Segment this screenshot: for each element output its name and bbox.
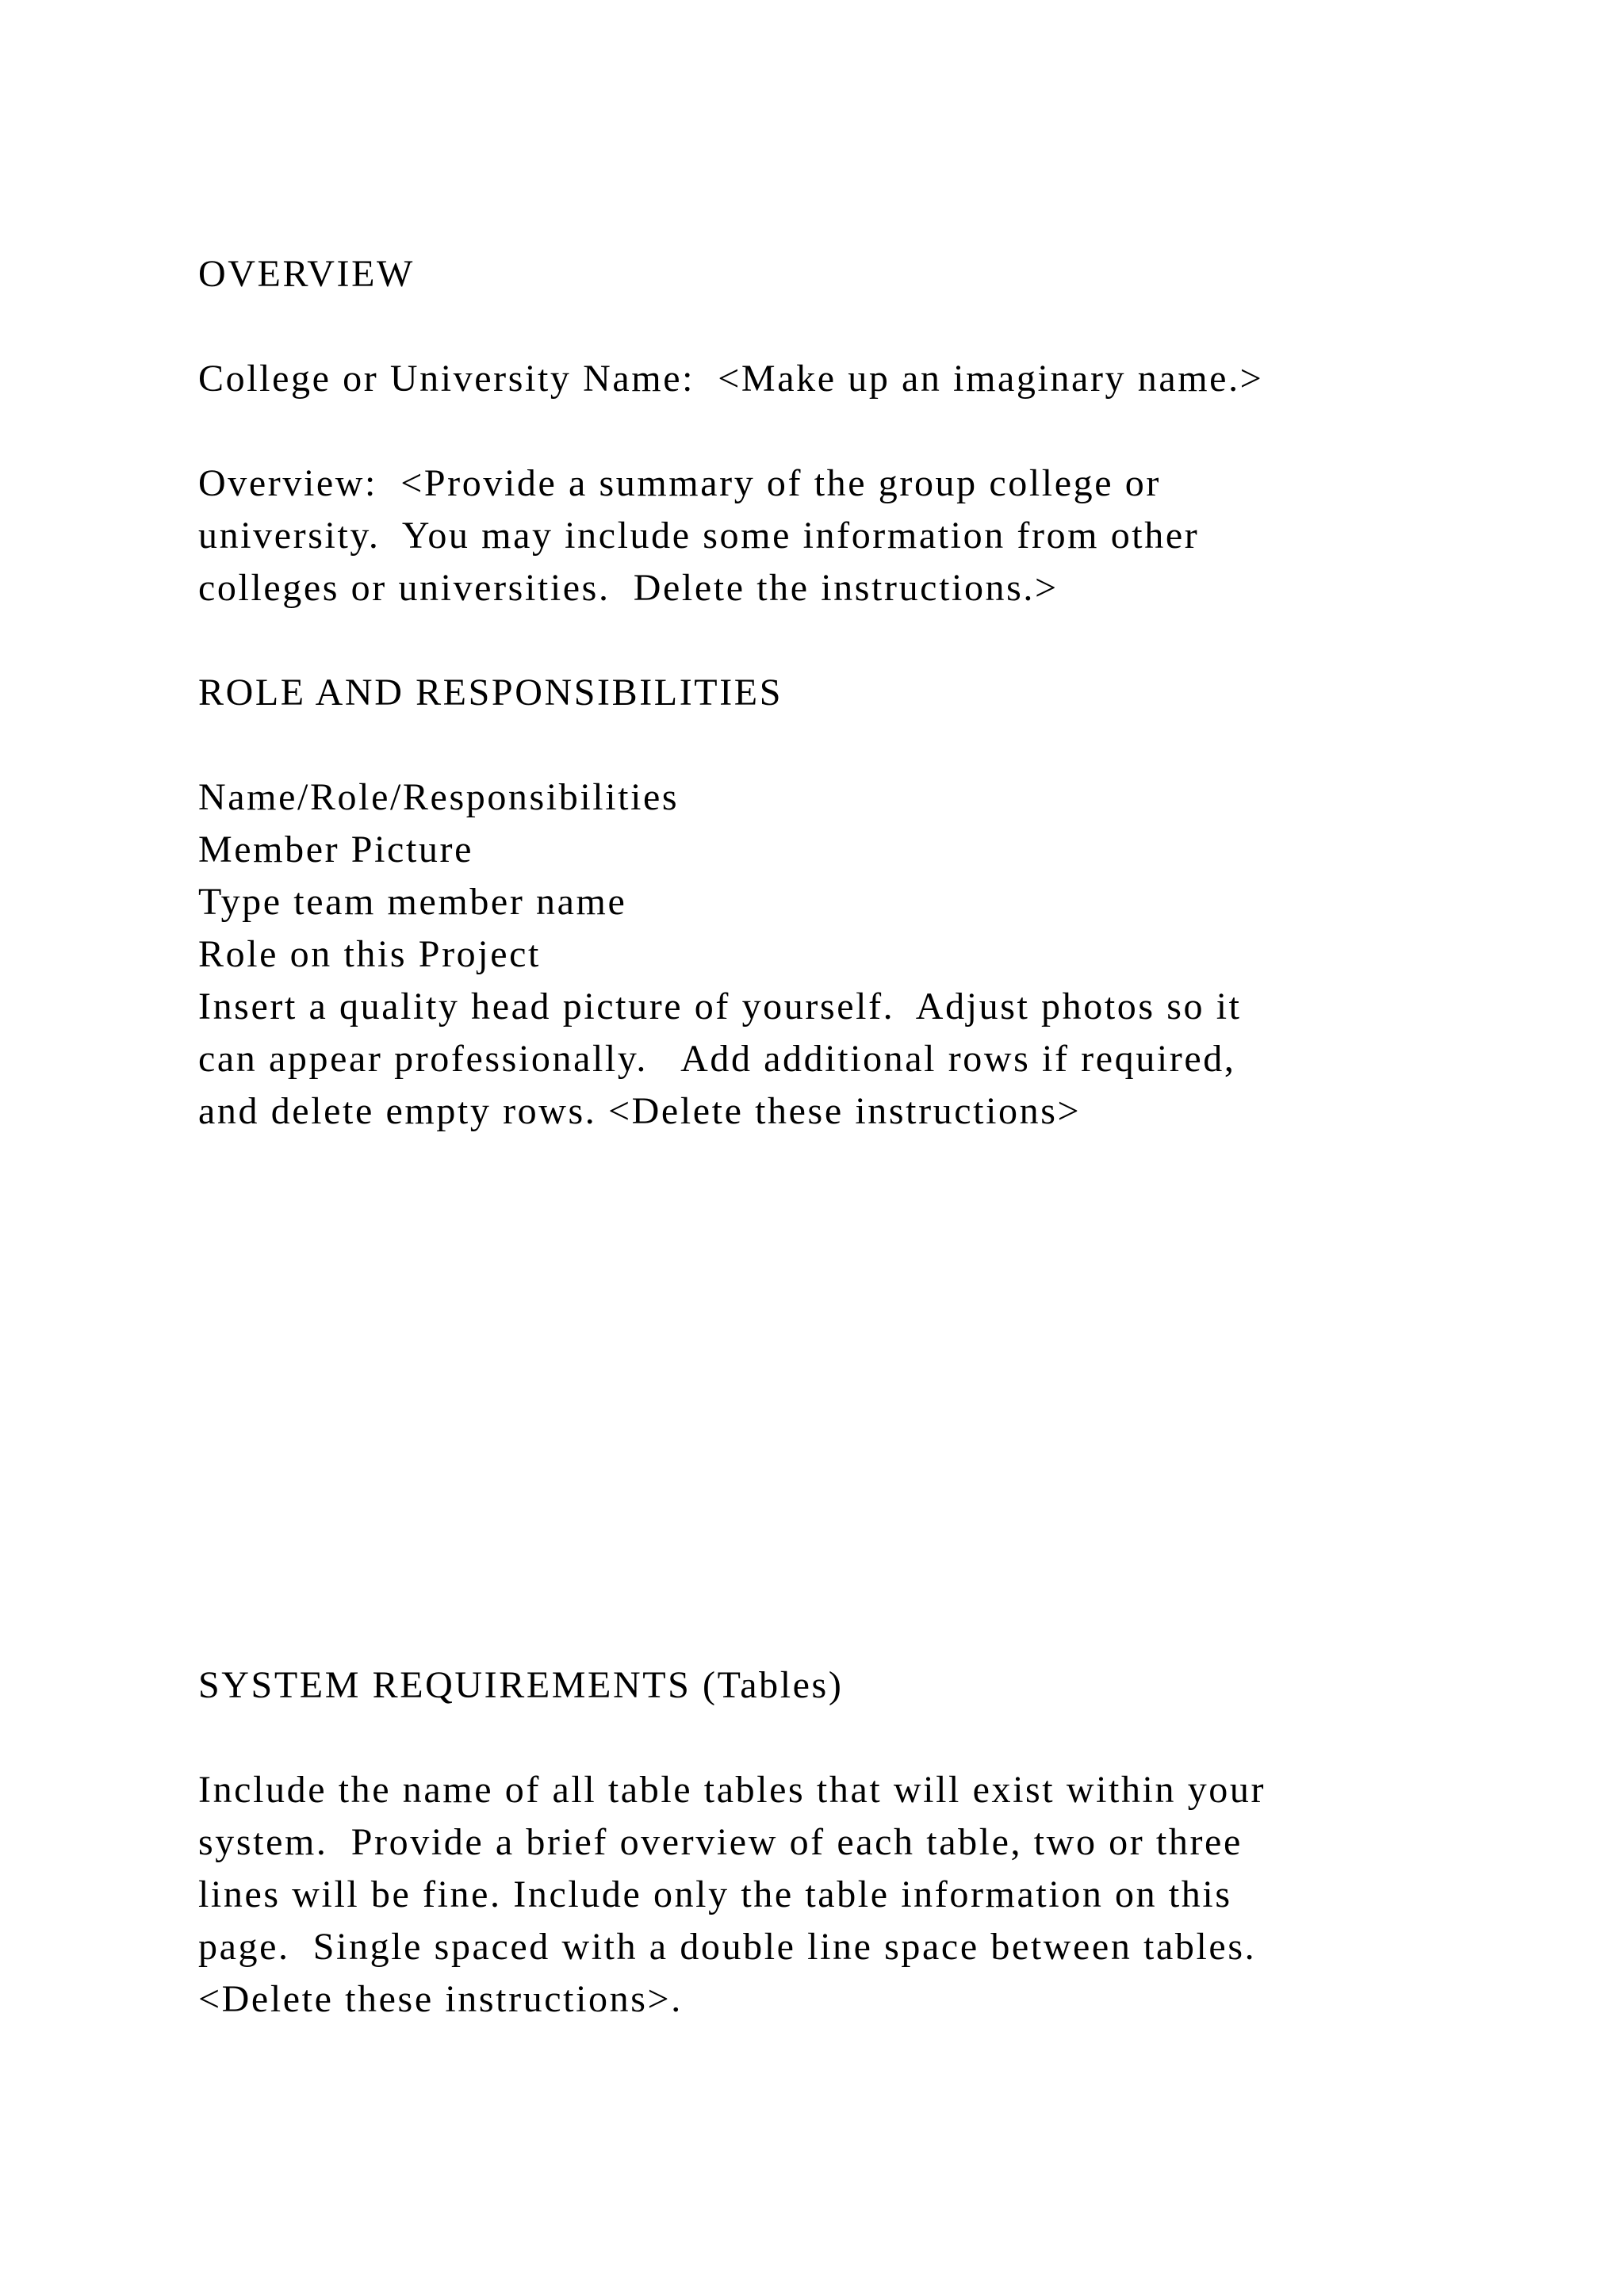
overview-summary-line: colleges or universities. Delete the instructions.> [198, 567, 1059, 609]
roles-line: can appear professionally. Add additional rows if required, [198, 1038, 1236, 1080]
roles-line: Member Picture [198, 828, 473, 871]
system-requirements-line: <Delete these instructions>. [198, 1978, 683, 2020]
system-requirements-heading: SYSTEM REQUIREMENTS (Tables) [198, 1664, 844, 1706]
roles-line: Role on this Project [198, 933, 541, 975]
overview-heading: OVERVIEW [198, 253, 415, 295]
roles-line: Name/Role/Responsibilities [198, 776, 680, 818]
overview-summary-line: Overview: <Provide a summary of the group college or [198, 462, 1161, 504]
roles-line: and delete empty rows. <Delete these instructions> [198, 1090, 1082, 1132]
overview-summary-line: university. You may include some information from other [198, 515, 1200, 557]
system-requirements-line: Include the name of all table tables that will exist within your [198, 1769, 1266, 1811]
college-name-line: College or University Name: <Make up an imaginary name.> [198, 358, 1264, 400]
system-requirements-line: lines will be fine. Include only the table information on this [198, 1873, 1232, 1915]
system-requirements-line: page. Single spaced with a double line space between tables. [198, 1926, 1257, 1968]
roles-line: Insert a quality head picture of yourself. Adjust photos so it [198, 985, 1242, 1027]
roles-heading: ROLE AND RESPONSIBILITIES [198, 672, 783, 714]
roles-line: Type team member name [198, 881, 627, 923]
system-requirements-line: system. Provide a brief overview of each table, two or three [198, 1821, 1243, 1863]
